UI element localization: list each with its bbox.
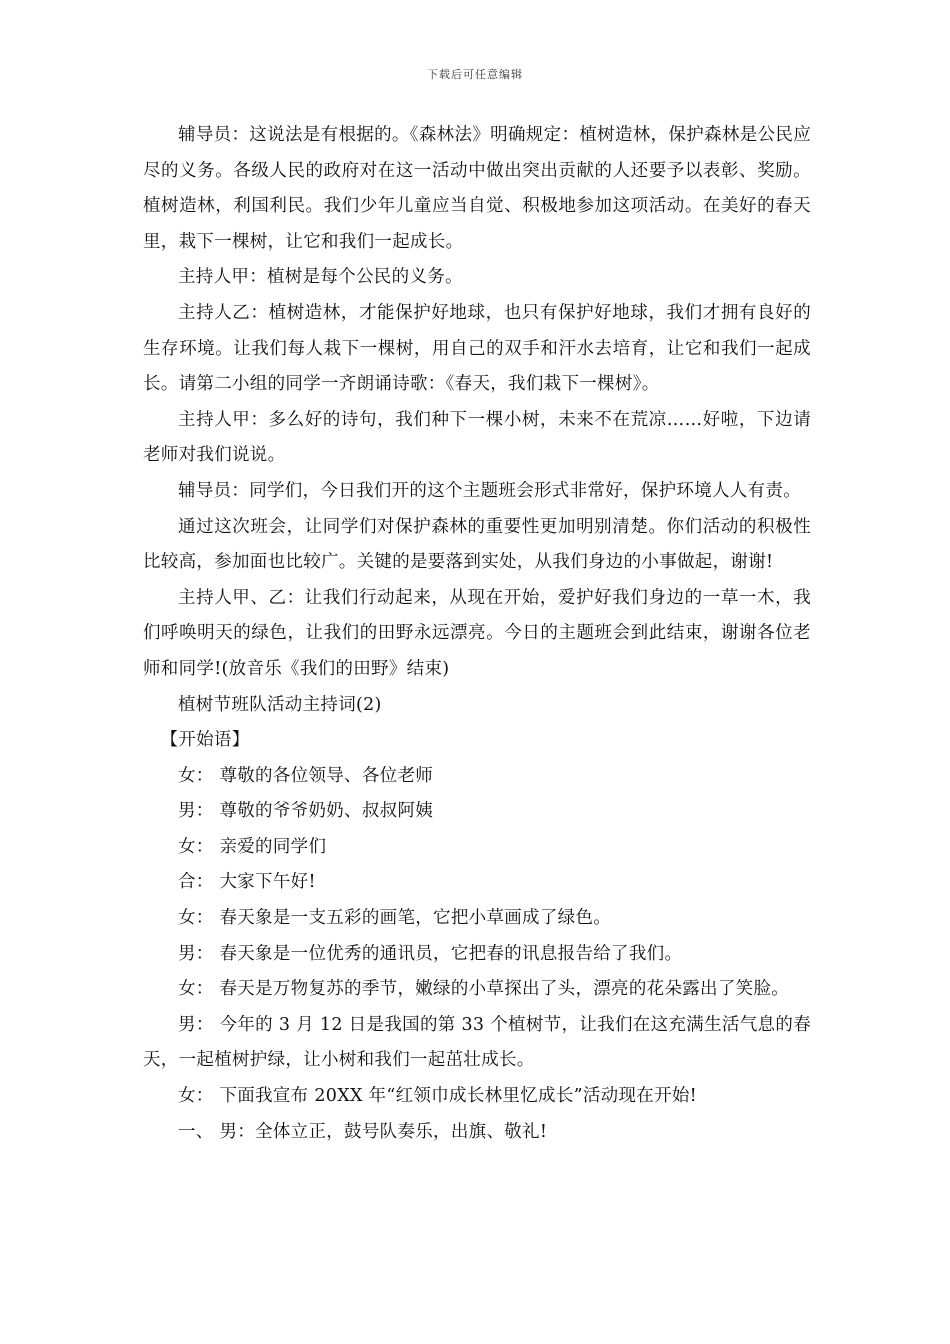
- paragraph: 主持人乙：植树造林，才能保护好地球，也只有保护好地球，我们才拥有良好的生存环境。让我们每人栽下一棵树，用自己的双手和汗水去培育，让它和我们一起成长。请第二小组的同学一齐朗诵诗歌：《春天，我们栽下一棵树》。: [143, 302, 811, 395]
- paragraph: 辅导员：同学们，今日我们开的这个主题班会形式非常好，保护环境人人有责。: [178, 480, 801, 501]
- dialogue-line: 一、 男：全体立正，鼓号队奏乐，出旗、敬礼!: [178, 1121, 548, 1142]
- dialogue-line: 女： 尊敬的各位领导、各位老师: [178, 765, 434, 786]
- dialogue-line: 合： 大家下午好!: [178, 872, 316, 893]
- document-body: [143, 118, 811, 1150]
- dialogue-line: 女： 春天是万物复苏的季节，嫩绿的小草探出了头，漂亮的花朵露出了笑脸。: [178, 979, 790, 1000]
- paragraph: 辅导员：这说法是有根据的。《森林法》明确规定：植树造林，保护森林是公民应尽的义务。各级人民的政府对在这一活动中做出突出贡献的人还要予以表彰、奖励。植树造林，利国利民。我们少年儿童应当自觉、积极地参加这项活动。在美好的春天里，栽下一棵树，让它和我们一起成长。: [143, 125, 811, 252]
- paragraph: 主持人甲：多么好的诗句，我们种下一棵小树，未来不在荒凉……好啦，下边请老师对我们说说。: [143, 409, 811, 466]
- section-title: 植树节班队活动主持词(2): [178, 694, 382, 715]
- dialogue-line: 男： 今年的 3 月 12 日是我国的第 33 个植树节，让我们在这充满生活气息的春天，一起植树护绿，让小树和我们一起茁壮成长。: [143, 1014, 811, 1071]
- paragraph: 通过这次班会，让同学们对保护森林的重要性更加明别清楚。你们活动的积极性比较高，参加面也比较广。关键的是要落到实处，从我们身边的小事做起，谢谢!: [143, 516, 811, 573]
- dialogue-line: 男： 春天象是一位优秀的通讯员，它把春的讯息报告给了我们。: [178, 943, 683, 964]
- dialogue-line: 女： 下面我宣布 20XX 年“红领巾成长林里忆成长”活动现在开始!: [178, 1086, 697, 1107]
- section-heading: 【开始语】: [160, 730, 250, 751]
- paragraph: 主持人甲：植树是每个公民的义务。: [178, 267, 463, 288]
- paragraph: 主持人甲、乙：让我们行动起来，从现在开始，爱护好我们身边的一草一木，我们呼唤明天的绿色，让我们的田野永远漂亮。今日的主题班会到此结束，谢谢各位老师和同学!(放音乐《我们的田野》结束): [143, 587, 811, 679]
- dialogue-line: 女： 春天象是一支五彩的画笔，它把小草画成了绿色。: [178, 908, 612, 929]
- dialogue-line: 男： 尊敬的爷爷奶奶、叔叔阿姨: [178, 801, 434, 822]
- page-header: 下载后可任意编辑: [427, 68, 523, 81]
- dialogue-line: 女： 亲爱的同学们: [178, 836, 327, 857]
